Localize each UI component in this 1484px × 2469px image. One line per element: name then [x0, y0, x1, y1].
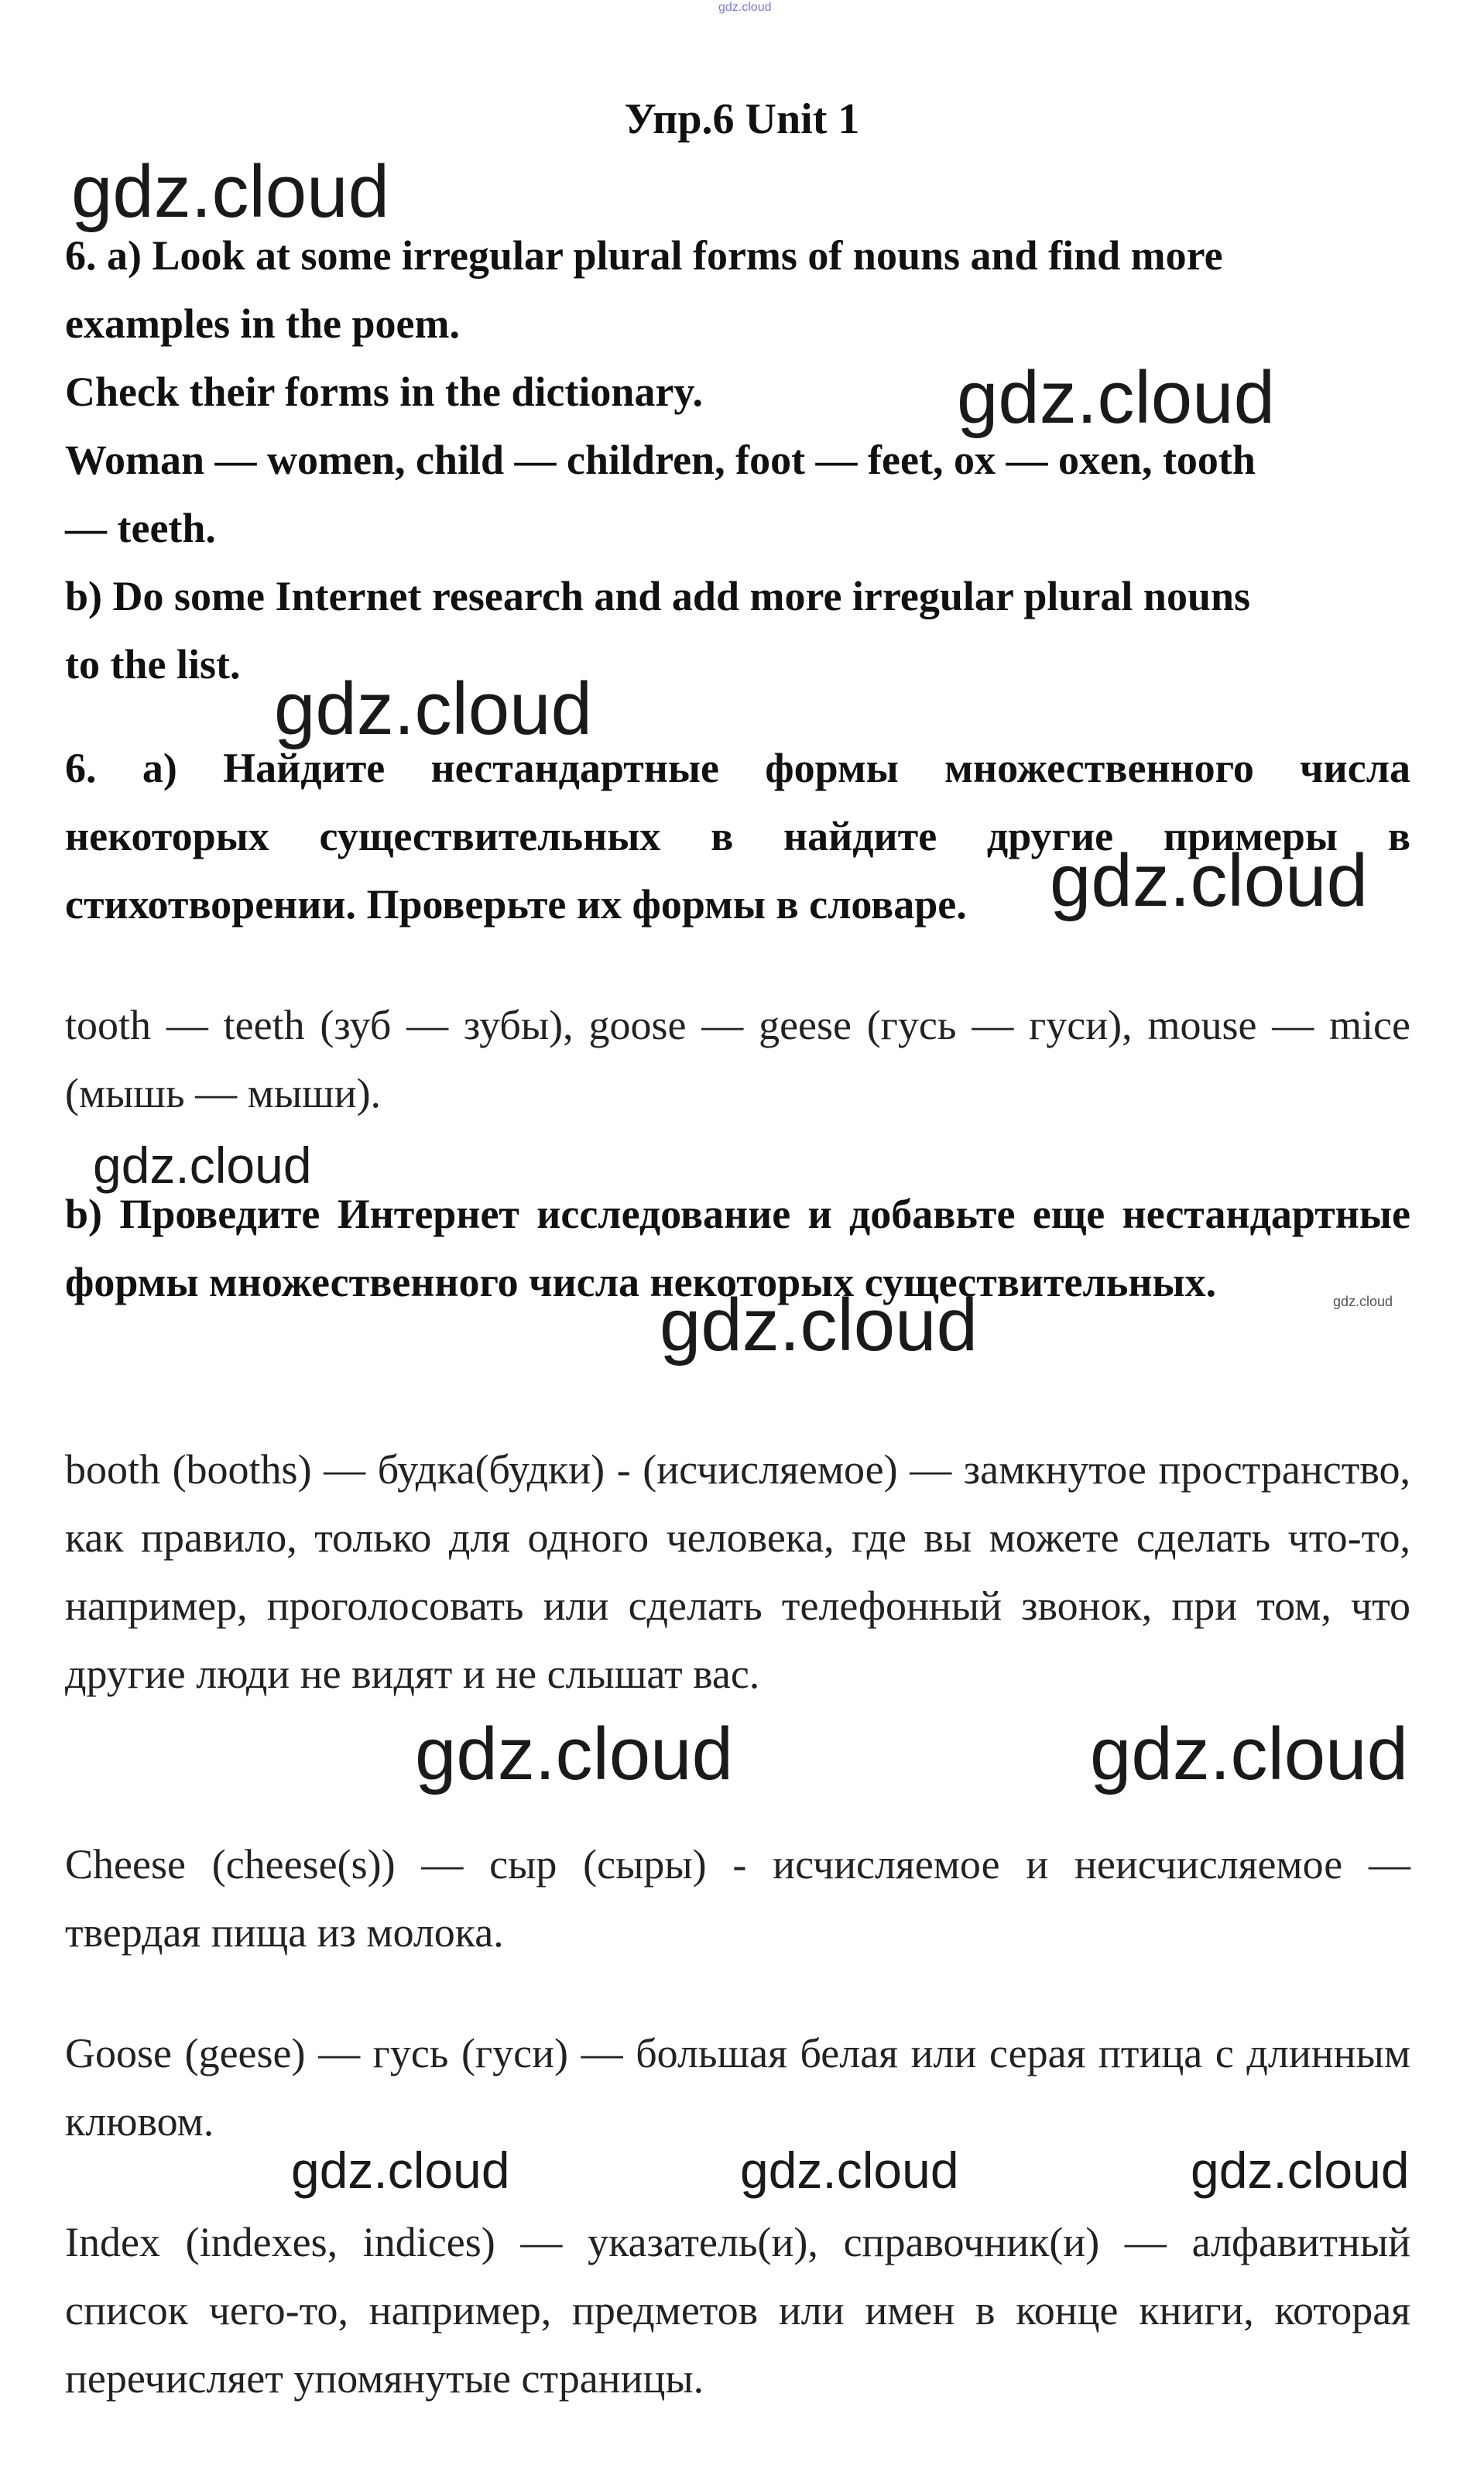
watermark: gdz.cloud — [291, 2142, 510, 2199]
watermark: gdz.cloud — [71, 150, 389, 233]
entry-goose: Goose (geese) — гусь (гуси) — большая белая или серая птица с длинным клювом. — [65, 2030, 1410, 2145]
entry-booth: booth (booths) — будка(будки) - (исчисляемое) — замкнутое пространство, как правило, только для одного человека, где вы можете сделать что-то, например, проголосовать или сделать телефонный звонок, при том, что другие люди не видят и не слышат вас. — [65, 1446, 1410, 1697]
watermark: gdz.cloud — [1050, 839, 1368, 922]
task-en-line3: Check their forms in the dictionary. — [65, 369, 703, 415]
watermark: gdz.cloud — [957, 356, 1275, 439]
watermark: gdz.cloud — [415, 1713, 733, 1795]
entry-cheese: Cheese (cheese(s)) — сыр (сыры) - исчисляемое и неисчисляемое — твердая пища из молока. — [65, 1841, 1410, 1956]
watermark: gdz.cloud — [93, 1137, 312, 1194]
watermark: gdz.cloud — [1333, 1294, 1393, 1309]
task-en-line4: Woman — women, child — children, foot — feet, ox — oxen, tooth — [65, 437, 1256, 483]
task-en-line7: to the list. — [65, 641, 241, 688]
watermark: gdz.cloud — [1090, 1713, 1408, 1795]
task-en-line6: b) Do some Internet research and add more irregular plural nouns — [65, 573, 1251, 619]
answer-a: tooth — teeth (зуб — зубы), goose — geese (гусь — гуси), mouse — mice (мышь — мыши). — [65, 1002, 1410, 1116]
task-en-line2: examples in the poem. — [65, 300, 460, 347]
watermark: gdz.cloud — [740, 2142, 959, 2199]
watermark: gdz.cloud — [660, 1284, 978, 1367]
task-english — [65, 221, 1410, 698]
task-en-line1: 6. a) Look at some irregular plural forms of nouns and find more — [65, 232, 1223, 279]
task-ru-a: 6. а) Найдите нестандартные формы множественного числа некоторых существительных в найдите другие примеры в стихотворении. Проверьте их формы в словаре. — [65, 745, 1410, 928]
page-title: Упр.6 Unit 1 — [624, 95, 860, 143]
watermark-top: gdz.cloud — [718, 1, 772, 14]
watermark: gdz.cloud — [274, 667, 592, 750]
watermark: gdz.cloud — [1191, 2142, 1410, 2199]
task-ru-b: b) Проведите Интернет исследование и добавьте еще нестандартные формы множественного числа некоторых существительных. — [65, 1191, 1410, 1305]
entry-index: Index (indexes, indices) — указатель(и), справочник(и) — алфавитный список чего-то, например, предметов или имен в конце книги, которая перечисляет упомянутые страницы. — [65, 2219, 1410, 2402]
task-en-line5: — teeth. — [65, 505, 216, 551]
